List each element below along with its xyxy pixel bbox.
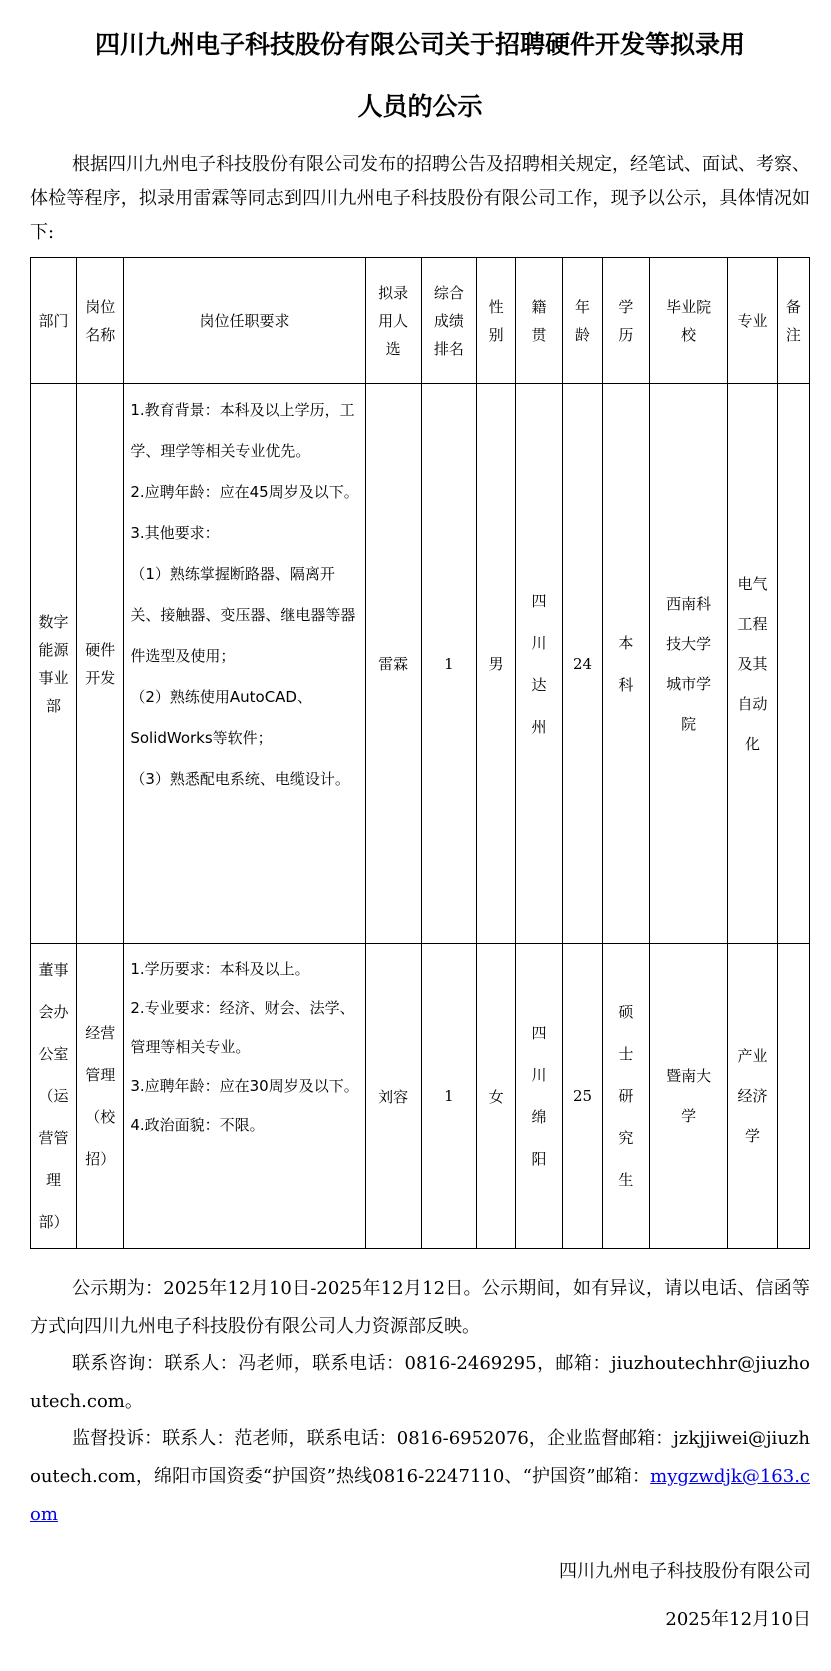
cell-dept: 董事会办公室（运营管理部） <box>31 944 77 1249</box>
signature-company: 四川九州电子科技股份有限公司 <box>559 1561 811 1582</box>
header-req: 岗位任职要求 <box>124 258 365 384</box>
contact-paragraph: 联系咨询：联系人：冯老师，联系电话：0816-2469295，邮箱：jiuzhoutechhr@jiuzhoutech.com。 <box>30 1353 810 1412</box>
table-header-row <box>31 258 810 384</box>
signature-date: 2025年12月10日 <box>665 1609 811 1630</box>
cell-major: 电气工程及其自动化 <box>728 384 777 944</box>
title-line-1: 四川九州电子科技股份有限公司关于招聘硬件开发等拟录用 <box>94 30 745 59</box>
cell-school: 暨南大学 <box>650 944 728 1249</box>
header-remark: 备注 <box>777 258 809 384</box>
header-age: 年龄 <box>563 258 603 384</box>
header-gender: 性别 <box>477 258 516 384</box>
req-line: 2.专业要求：经济、财会、法学、管理等相关专业。 <box>130 999 355 1056</box>
title-line-2: 人员的公示 <box>357 92 483 121</box>
req-line: （1）熟练掌握断路器、隔离开关、接触器、变压器、继电器等器件选型及使用； <box>130 565 356 665</box>
req-line: 1.学历要求：本科及以上。 <box>130 960 310 978</box>
cell-dept: 数字能源事业部 <box>31 384 77 944</box>
table-row <box>31 384 810 944</box>
candidates-table <box>30 257 810 1249</box>
header-school: 毕业院校 <box>650 258 728 384</box>
cell-req <box>124 384 365 944</box>
cell-candidate: 雷霖 <box>365 384 421 944</box>
header-rank: 综合成绩排名 <box>421 258 477 384</box>
cell-gender: 女 <box>477 944 516 1249</box>
cell-gender: 男 <box>477 384 516 944</box>
supervise-paragraph <box>30 1420 810 1534</box>
cell-remark <box>777 384 809 944</box>
table-row <box>31 944 810 1249</box>
req-line: 2.应聘年龄：应在45周岁及以下。 <box>130 483 359 501</box>
cell-age: 24 <box>563 384 603 944</box>
header-post: 岗位名称 <box>77 258 124 384</box>
cell-req <box>124 944 365 1249</box>
req-line: 4.政治面貌：不限。 <box>130 1116 265 1134</box>
cell-school: 西南科技大学城市学院 <box>650 384 728 944</box>
req-line: 3.应聘年龄：应在30周岁及以下。 <box>130 1077 359 1095</box>
intro-paragraph: 根据四川九州电子科技股份有限公司发布的招聘公告及招聘相关规定，经笔试、面试、考察、体检等程序，拟录用雷霖等同志到四川九州电子科技股份有限公司工作，现予以公示，具体情况如下: <box>30 154 810 243</box>
cell-remark <box>777 944 809 1249</box>
header-dept: 部门 <box>31 258 77 384</box>
cell-major: 产业经济学 <box>728 944 777 1249</box>
header-major: 专业 <box>728 258 777 384</box>
cell-post: 硬件开发 <box>77 384 124 944</box>
supervise-text: 监督投诉：联系人：范老师，联系电话：0816-6952076，企业监督邮箱：jzkjjiwei@jiuzhoutech.com，绵阳市国资委“护国资”热线0816-2247110、“护国资”邮箱： <box>30 1428 810 1487</box>
header-candidate: 拟录用人选 <box>365 258 421 384</box>
cell-edu: 本科 <box>602 384 649 944</box>
supervise-email-link[interactable]: mygzwdjk@163.com <box>30 1466 810 1525</box>
cell-post: 经营管理（校招） <box>77 944 124 1249</box>
req-line: 3.其他要求： <box>130 524 220 542</box>
header-edu: 学历 <box>602 258 649 384</box>
cell-rank: 1 <box>421 944 477 1249</box>
cell-candidate: 刘容 <box>365 944 421 1249</box>
req-line: （3）熟悉配电系统、电缆设计。 <box>130 770 350 788</box>
cell-edu: 硕士研究生 <box>602 944 649 1249</box>
cell-native: 四川达州 <box>515 384 562 944</box>
req-line: （2）熟练使用AutoCAD、SolidWorks等软件； <box>130 688 312 747</box>
cell-native: 四川绵阳 <box>515 944 562 1249</box>
req-line: 1.教育背景：本科及以上学历，工学、理学等相关专业优先。 <box>130 401 355 460</box>
notice-paragraph: 公示期为：2025年12月10日-2025年12月12日。公示期间，如有异议，请以电话、信函等方式向四川九州电子科技股份有限公司人力资源部反映。 <box>30 1278 810 1337</box>
cell-rank: 1 <box>421 384 477 944</box>
cell-age: 25 <box>563 944 603 1249</box>
header-native: 籍贯 <box>515 258 562 384</box>
